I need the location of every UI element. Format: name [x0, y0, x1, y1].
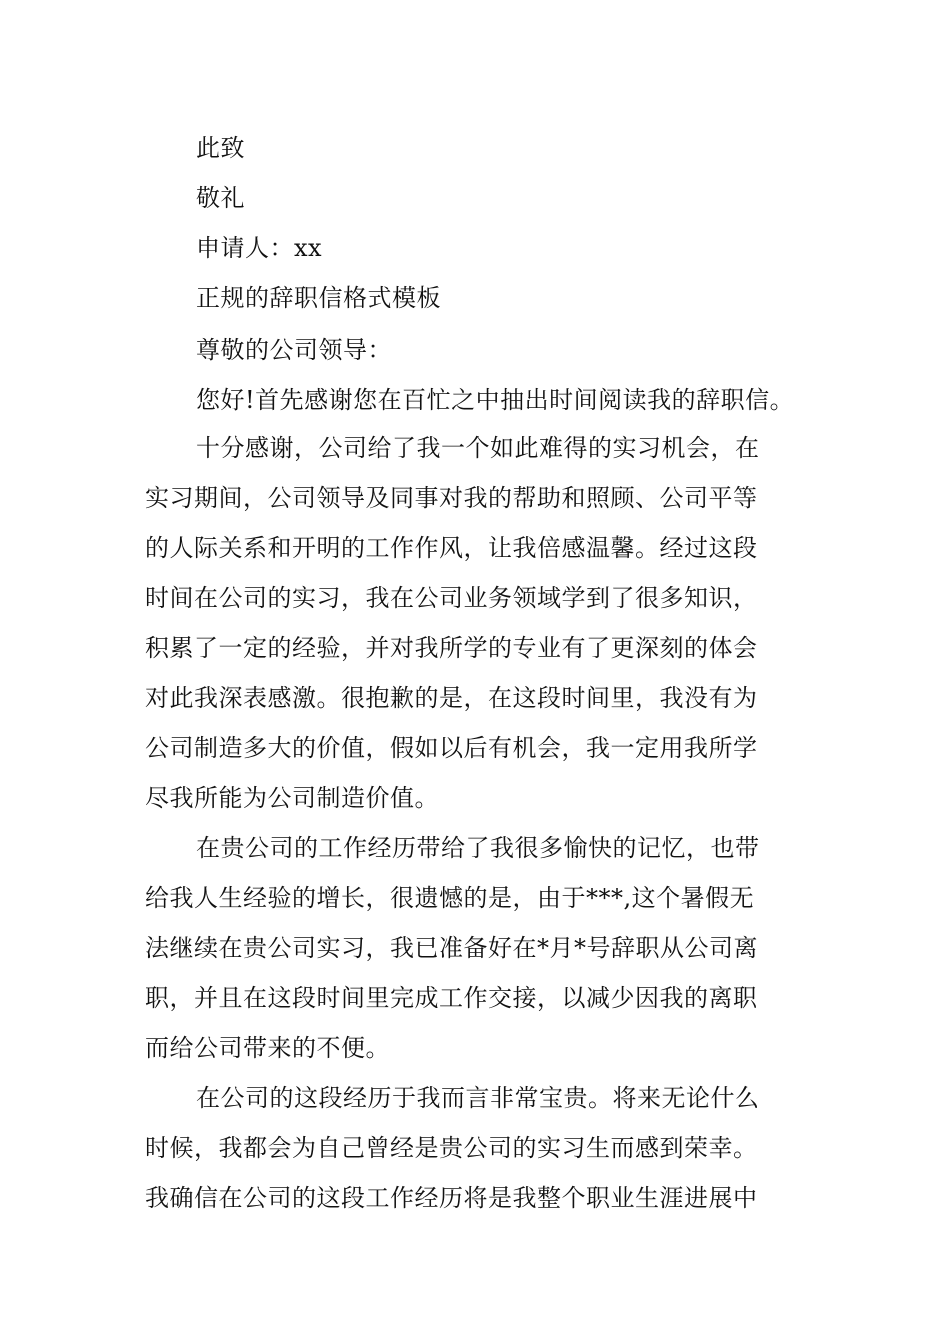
- paragraph-line: 在公司的这段经历于我而言非常宝贵。将来无论什么: [196, 1084, 760, 1112]
- template-title: 正规的辞职信格式模板: [196, 284, 441, 312]
- paragraph-line: 给我人生经验的增长，很遗憾的是，由于***,这个暑假无: [145, 884, 755, 912]
- paragraph-line: 十分感谢，公司给了我一个如此难得的实习机会，在: [196, 434, 760, 462]
- paragraph-line: 职，并且在这段时间里完成工作交接，以减少因我的离职: [145, 984, 758, 1012]
- paragraph-line: 时间在公司的实习，我在公司业务领域学到了很多知识，: [145, 584, 758, 612]
- paragraph-line: 时候，我都会为自己曾经是贵公司的实习生而感到荣幸。: [145, 1134, 758, 1162]
- paragraph-line: 实习期间，公司领导及同事对我的帮助和照顾、公司平等: [145, 484, 758, 512]
- salutation: 尊敬的公司领导：: [196, 336, 392, 364]
- applicant-line: 申请人：xx: [196, 234, 323, 262]
- paragraph-line: 公司制造多大的价值，假如以后有机会，我一定用我所学: [145, 734, 758, 762]
- closing-line-1: 此致: [196, 134, 245, 162]
- greeting: 您好!首先感谢您在百忙之中抽出时间阅读我的辞职信。: [196, 386, 795, 414]
- paragraph-line: 我确信在公司的这段工作经历将是我整个职业生涯进展中: [145, 1184, 758, 1212]
- closing-line-2: 敬礼: [196, 184, 245, 212]
- paragraph-line: 的人际关系和开明的工作作风，让我倍感温馨。经过这段: [145, 534, 758, 562]
- paragraph-line: 积累了一定的经验，并对我所学的专业有了更深刻的体会: [145, 634, 758, 662]
- paragraph-line: 法继续在贵公司实习，我已准备好在*月*号辞职从公司离: [145, 934, 758, 962]
- paragraph-line: 在贵公司的工作经历带给了我很多愉快的记忆，也带: [196, 834, 760, 862]
- paragraph-line: 而给公司带来的不便。: [145, 1034, 390, 1062]
- paragraph-line: 对此我深表感激。很抱歉的是，在这段时间里，我没有为: [145, 684, 758, 712]
- paragraph-line: 尽我所能为公司制造价值。: [145, 784, 439, 812]
